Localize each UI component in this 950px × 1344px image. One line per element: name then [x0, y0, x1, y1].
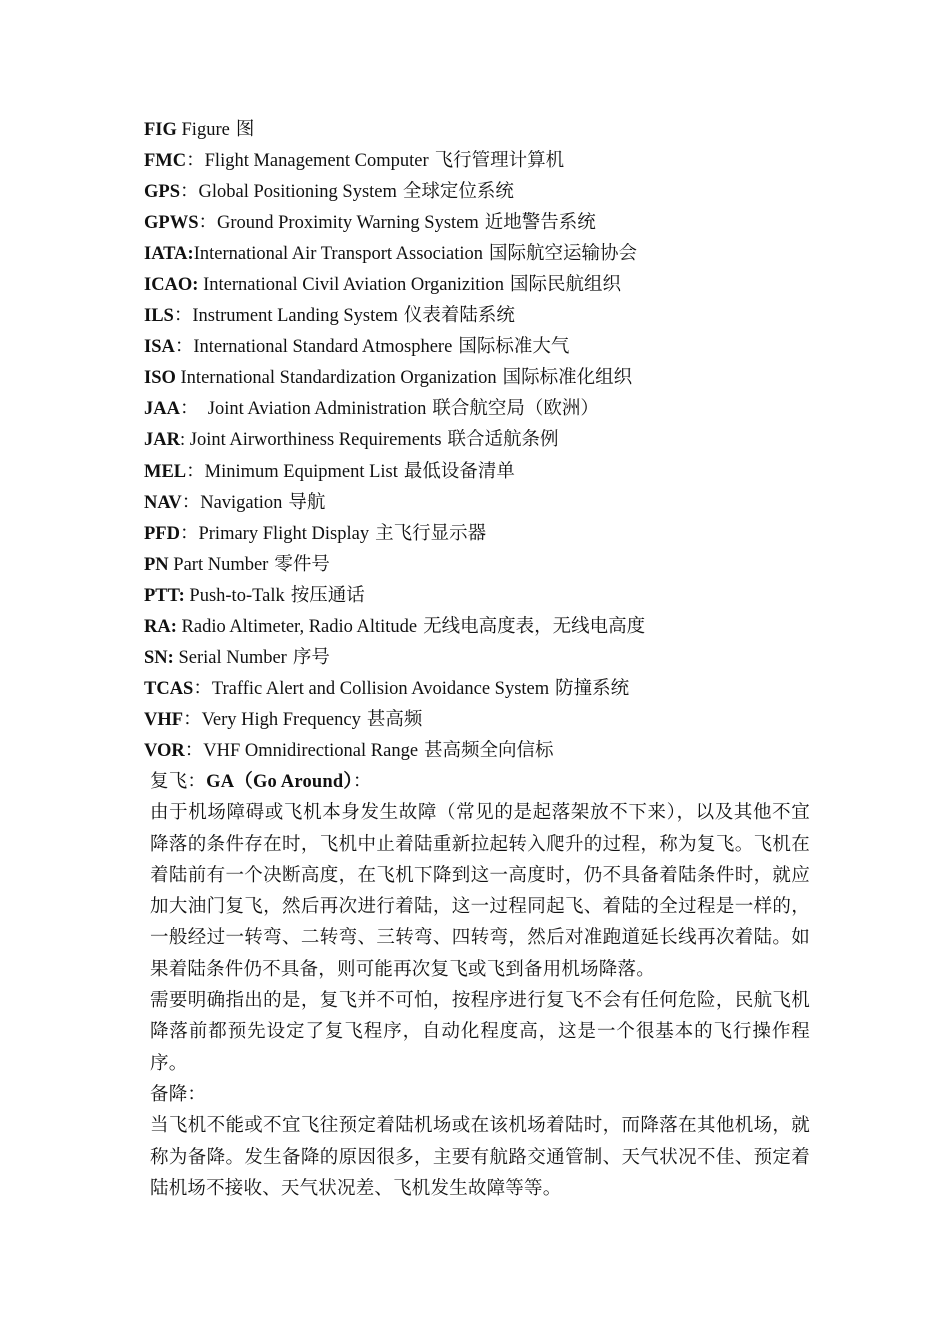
- abbreviation: PFD: [144, 523, 180, 544]
- glossary-entry-gps: [144, 177, 864, 208]
- separator: ：: [183, 709, 202, 730]
- glossary-entry-nav: [144, 488, 864, 519]
- english-term: Radio Altimeter, Radio Altitude: [181, 616, 418, 637]
- abbreviation: NAV: [144, 492, 182, 513]
- go-around-heading-prefix: 复飞：: [150, 772, 207, 792]
- glossary-entry-pn: [144, 550, 864, 581]
- glossary-entry-jaa: [144, 394, 864, 425]
- glossary-entry-ils: [144, 301, 864, 332]
- chinese-term: 仪表着陆系统: [403, 306, 515, 327]
- abbreviation: GPWS: [144, 213, 199, 234]
- abbreviation: RA:: [144, 616, 177, 637]
- english-term: Joint Aviation Administration: [207, 399, 427, 420]
- abbreviation: JAR: [144, 430, 180, 451]
- abbreviation: PN: [144, 554, 169, 575]
- chinese-term: 全球定位系统: [402, 182, 514, 203]
- chinese-term: 国际民航组织: [510, 275, 622, 296]
- glossary-entry-fmc: [144, 146, 864, 177]
- abbreviation-glossary: [144, 115, 864, 767]
- glossary-entry-gpws: [144, 208, 864, 239]
- chinese-term: 图: [235, 120, 255, 140]
- abbreviation: VOR: [144, 740, 185, 761]
- chinese-term: 飞行管理计算机: [434, 151, 565, 172]
- english-term: VHF Omnidirectional Range: [203, 740, 419, 761]
- glossary-entry-pfd: [144, 519, 864, 550]
- glossary-entry-mel: [144, 457, 864, 488]
- abbreviation: VHF: [144, 709, 184, 730]
- glossary-entry-iso: [144, 363, 864, 394]
- english-term: International Air Transport Association: [193, 244, 483, 265]
- separator: ：: [179, 399, 208, 420]
- chinese-term: 无线电高度表，无线电高度: [423, 616, 646, 637]
- prose-section: [150, 767, 810, 1205]
- glossary-entry-jar: [144, 425, 864, 456]
- chinese-term: 序号: [292, 647, 330, 668]
- abbreviation: GPS: [144, 182, 180, 203]
- separator: ：: [174, 337, 194, 358]
- chinese-term: 联合航空局（欧洲）: [432, 399, 599, 420]
- english-term: Minimum Equipment List: [204, 461, 398, 482]
- glossary-entry-vhf: [144, 705, 864, 736]
- chinese-term: 最低设备清单: [403, 461, 515, 482]
- chinese-term: 国际标准大气: [458, 337, 570, 358]
- english-term: Part Number: [173, 554, 269, 575]
- chinese-term: 主飞行显示器: [375, 523, 487, 544]
- go-around-paragraph-1: 由于机场障碍或飞机本身发生故障（常见的是起落架放不下来），以及其他不宜降落的条件存在时，飞机中止着陆重新拉起转入爬升的过程，称为复飞。飞机在着陆前有一个决断高度，在飞机下降到这一高度时，仍不具备着陆条件时，就应加大油门复飞，然后再次进行着陆，这一过程同起飞、着陆的全过程是一样的，一般经过一转弯、二转弯、三转弯、四转弯，然后对准跑道延长线再次着陆。如果着陆条件仍不具备，则可能再次复飞或飞到备用机场降落。: [150, 803, 810, 980]
- separator: ：: [186, 151, 205, 172]
- chinese-term: 甚高频全向信标: [424, 740, 554, 761]
- abbreviation: MEL: [144, 461, 187, 482]
- english-term: Global Positioning System: [198, 182, 397, 203]
- separator: ：: [193, 678, 212, 699]
- go-around-heading: [150, 767, 810, 798]
- glossary-entry-ra: [144, 612, 864, 643]
- english-term: International Standard Atmosphere: [193, 337, 453, 358]
- abbreviation: ISO: [144, 368, 176, 389]
- glossary-entry-isa: [144, 332, 864, 363]
- chinese-term: 按压通话: [290, 585, 365, 606]
- abbreviation: ILS: [144, 306, 174, 327]
- go-around-heading-term: GA（Go Around）: [206, 772, 353, 792]
- abbreviation: FIG: [144, 120, 177, 140]
- separator: ：: [179, 523, 199, 544]
- diversion-heading: 备降：: [150, 1084, 207, 1105]
- abbreviation: TCAS: [144, 678, 194, 699]
- abbreviation: PTT:: [144, 585, 185, 606]
- glossary-entry-tcas: [144, 674, 864, 705]
- go-around-heading-suffix: ：: [352, 772, 372, 792]
- chinese-term: 近地警告系统: [484, 213, 596, 234]
- chinese-term: 防撞系统: [555, 678, 630, 699]
- abbreviation: SN:: [144, 647, 174, 668]
- chinese-term: 国际标准化组织: [502, 368, 633, 389]
- abbreviation: ISA: [144, 337, 175, 358]
- english-term: Very High Frequency: [201, 709, 361, 730]
- english-term: Ground Proximity Warning System: [217, 213, 479, 234]
- chinese-term: 零件号: [274, 554, 330, 575]
- glossary-entry-vor: [144, 736, 864, 767]
- separator: ：: [186, 461, 205, 482]
- glossary-entry-sn: [144, 643, 864, 674]
- english-term: Primary Flight Display: [198, 523, 370, 544]
- english-term: Figure: [181, 120, 230, 140]
- chinese-term: 联合适航条例: [447, 430, 559, 451]
- english-term: Joint Airworthiness Requirements: [189, 430, 442, 451]
- abbreviation: ICAO:: [144, 275, 199, 296]
- glossary-entry-fig: [144, 115, 864, 146]
- glossary-entry-iata: [144, 239, 864, 270]
- english-term: Flight Management Computer: [204, 151, 429, 172]
- english-term: Navigation: [200, 492, 283, 513]
- chinese-term: 导航: [288, 492, 326, 513]
- glossary-entry-ptt: [144, 581, 864, 612]
- chinese-term: 国际航空运输协会: [489, 244, 638, 265]
- abbreviation: JAA: [144, 399, 180, 420]
- go-around-paragraph-2: 需要明确指出的是，复飞并不可怕，按程序进行复飞不会有任何危险，民航飞机降落前都预先设定了复飞程序，自动化程度高，这是一个很基本的飞行操作程序。: [150, 991, 810, 1074]
- english-term: Instrument Landing System: [192, 306, 398, 327]
- separator: ：: [181, 492, 201, 513]
- abbreviation: FMC: [144, 151, 187, 172]
- english-term: International Civil Aviation Organizition: [203, 275, 505, 296]
- separator: ：: [179, 182, 199, 203]
- separator: ：: [198, 213, 217, 234]
- english-term: International Standardization Organization: [180, 368, 497, 389]
- english-term: Serial Number: [178, 647, 287, 668]
- separator: :: [179, 430, 190, 451]
- english-term: Push-to-Talk: [189, 585, 285, 606]
- separator: ：: [184, 740, 204, 761]
- separator: ：: [173, 306, 193, 327]
- diversion-paragraph: 当飞机不能或不宜飞往预定着陆机场或在该机场着陆时，而降落在其他机场，就称为备降。发生备降的原因很多，主要有航路交通管制、天气状况不佳、预定着陆机场不接收、天气状况差、飞机发生故障等等。: [150, 1116, 810, 1199]
- english-term: Traffic Alert and Collision Avoidance System: [211, 678, 550, 699]
- abbreviation: IATA:: [144, 244, 194, 265]
- chinese-term: 甚高频: [366, 709, 423, 730]
- glossary-entry-icao: [144, 270, 864, 301]
